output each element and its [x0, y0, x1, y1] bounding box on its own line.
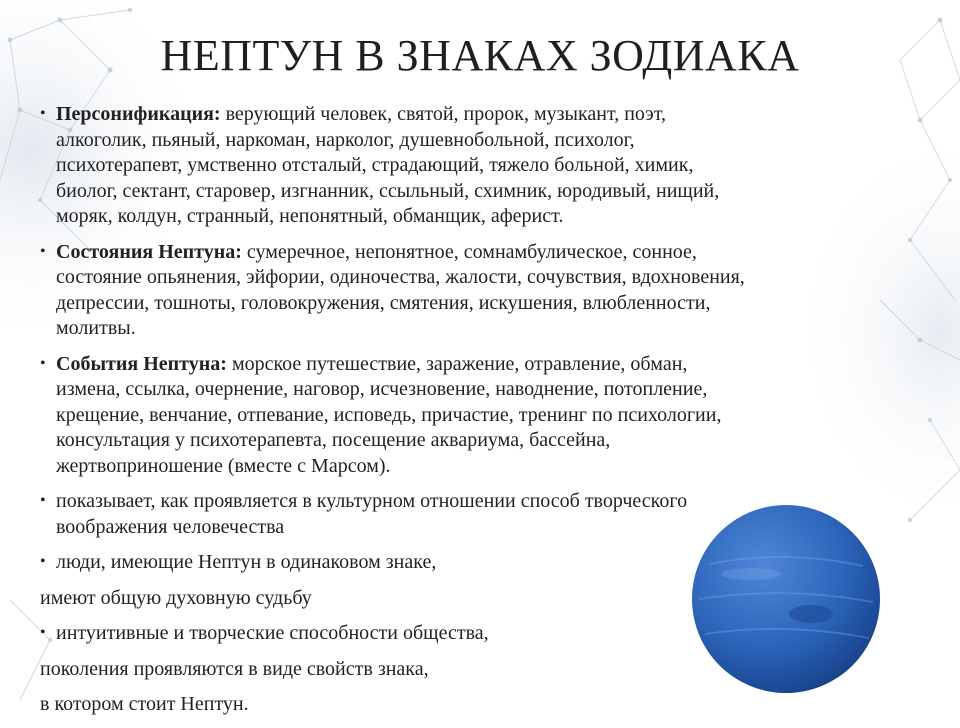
- bullet-icon: •: [40, 105, 46, 122]
- same-sign-text: люди, имеющие Нептун в одинаковом знаке,: [56, 551, 437, 573]
- events-label: События Нептуна:: [56, 352, 227, 375]
- bullet-states: [40, 240, 756, 342]
- slide-title: НЕПТУН В ЗНАКАХ ЗОДИАКА: [160, 31, 800, 80]
- states-label: Состояния Нептуна:: [56, 240, 242, 263]
- line-neptune-sign: в котором стоит Нептун.: [40, 693, 249, 715]
- culture-text: показывает, как проявляется в культурном отношении способ творческого воображения человечества: [56, 490, 688, 538]
- neptune-planet-icon: [691, 504, 881, 694]
- states-text: сумеречное, непонятное, сомнамбулическое, сонное, состояние опьянения, эйфории, одиночества, жалости, сочувствия, вдохновения, депрессии, тошноты, головокружения, смятения, искушения, влюбленности, молитвы.: [56, 240, 745, 339]
- bullet-events: [40, 352, 756, 480]
- bullet-icon: •: [40, 354, 46, 372]
- bullet-personification: [40, 102, 756, 230]
- abilities-text: интуитивные и творческие способности общества,: [56, 622, 489, 644]
- line-generations: поколения проявляются в виде свойств знака,: [40, 657, 429, 680]
- line-common-destiny: имеют общую духовную судьбу: [40, 586, 312, 609]
- personification-label: Персонификация:: [56, 103, 221, 125]
- bullet-icon: •: [40, 624, 46, 641]
- bullet-icon: •: [40, 242, 46, 260]
- bullet-culture: [40, 489, 696, 540]
- bullet-icon: •: [40, 492, 46, 509]
- events-text: морское путешествие, заражение, отравление, обман, измена, ссылка, очернение, наговор, исчезновение, наводнение, потопление, крещение, венчание, отпевание, исповедь, причастие, тренинг по психологии, консультация у психотерапевта, посещение аквариума, бассейна, жертвоприношение (вместе с Марсом).: [56, 352, 722, 477]
- bullet-icon: •: [40, 553, 46, 570]
- personification-text: верующий человек, святой, пророк, музыкант, поэт, алкоголик, пьяный, наркоман, нарколог, душевнобольной, психолог, психотерапевт, умственно отсталый, страдающий, тяжело больной, химик, биолог, сектант, старовер, изгнанник, ссыльный, схимник, юродивый, нищий, моряк, колдун, странный, непонятный, обманщик, аферист.: [56, 103, 720, 227]
